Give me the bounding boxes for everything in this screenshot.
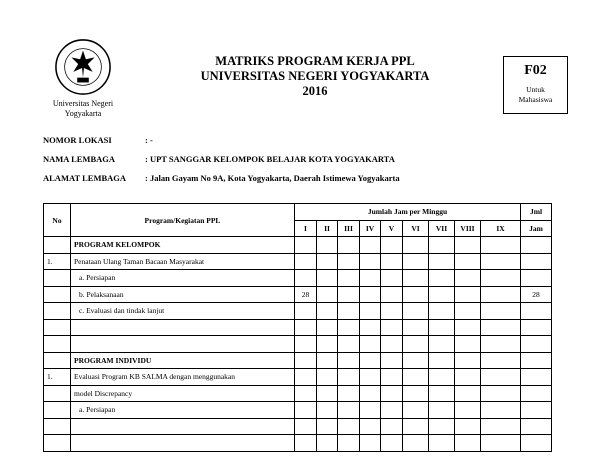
table-row [44,237,552,254]
total-hours-cell [521,435,552,452]
table-body [44,237,552,452]
week-hours-cell [481,270,521,287]
total-hours-cell [521,270,552,287]
week-hours-cell [455,418,481,435]
week-hours-cell [381,253,403,270]
table-row [44,253,552,270]
week-hours-cell [338,369,360,386]
week-hours-cell [381,369,403,386]
week-hours-cell [403,253,429,270]
week-hours-cell [381,418,403,435]
week-hours-cell [338,336,360,353]
week-hours-cell [338,352,360,369]
week-hours-cell [381,385,403,402]
week-hours-cell [381,352,403,369]
week-hours-cell [295,253,317,270]
week-hours-cell [295,402,317,419]
info-location [43,135,153,145]
row-number [44,270,71,287]
week-hours-cell [429,352,455,369]
week-hours-cell [429,435,455,452]
week-hours-cell [338,237,360,254]
row-activity [71,435,295,452]
week-hours-cell [403,303,429,320]
week-hours-cell [360,385,381,402]
table-row [44,402,552,419]
header-total: Jml [521,204,552,221]
week-hours-cell [360,336,381,353]
week-hours-cell [317,286,338,303]
total-hours-cell [521,402,552,419]
total-hours-cell [521,418,552,435]
row-number [44,402,71,419]
info-label: ALAMAT LEMBAGA [43,173,127,183]
header-weeks: Jumlah Jam per Minggu [295,204,521,221]
table-header-row [44,204,552,221]
week-hours-cell [403,418,429,435]
week-hours-cell [455,352,481,369]
row-number [44,385,71,402]
week-hours-cell [381,319,403,336]
week-hours-cell [455,303,481,320]
week-hours-cell [360,319,381,336]
week-hours-cell [455,435,481,452]
week-hours-cell [360,286,381,303]
week-hours-cell [403,352,429,369]
week-hours-cell [317,435,338,452]
week-hours-cell [295,369,317,386]
week-hours-cell [317,319,338,336]
week-hours-cell [295,352,317,369]
week-hours-cell [360,303,381,320]
week-hours-cell [481,303,521,320]
week-hours-cell [429,303,455,320]
week-hours-cell [360,369,381,386]
week-hours-cell [481,253,521,270]
week-hours-cell [381,237,403,254]
week-hours-cell [338,418,360,435]
week-hours-cell [429,369,455,386]
form-audience: Untuk Mahasiswa [518,85,553,104]
header-week: IV [360,220,381,237]
row-activity: PROGRAM KELOMPOK [71,237,295,254]
row-number [44,435,71,452]
week-hours-cell [429,286,455,303]
header-week: VIII [455,220,481,237]
row-number [44,237,71,254]
header-week: IX [481,220,521,237]
week-hours-cell [317,369,338,386]
row-activity: a. Persiapan [71,402,295,419]
title-year: 2016 [302,84,328,98]
week-hours-cell [429,270,455,287]
week-hours-cell [455,319,481,336]
week-hours-cell [429,253,455,270]
table-row [44,303,552,320]
info-institution [43,154,395,164]
info-value: : UPT SANGGAR KELOMPOK BELAJAR KOTA YOGYAKARTA [145,154,395,164]
form-code: F02 [524,63,547,78]
week-hours-cell [360,253,381,270]
week-hours-cell [429,418,455,435]
week-hours-cell [317,352,338,369]
week-hours-cell [360,402,381,419]
week-hours-cell [481,336,521,353]
row-number [44,336,71,353]
document-title [150,54,480,99]
week-hours-cell [455,270,481,287]
week-hours-cell [481,402,521,419]
week-hours-cell [381,303,403,320]
week-hours-cell [295,385,317,402]
week-hours-cell [317,303,338,320]
week-hours-cell [317,402,338,419]
week-hours-cell [455,286,481,303]
table-row [44,418,552,435]
week-hours-cell [295,303,317,320]
header-total-jam: Jam [521,220,552,237]
total-hours-cell [521,352,552,369]
week-hours-cell [481,237,521,254]
week-hours-cell [317,253,338,270]
row-number [44,286,71,303]
row-activity: PROGRAM INDIVIDU [71,352,295,369]
week-hours-cell [338,319,360,336]
week-hours-cell [317,385,338,402]
row-number [44,303,71,320]
week-hours-cell [481,352,521,369]
row-activity: a. Persiapan [71,270,295,287]
week-hours-cell [429,336,455,353]
week-hours-cell [403,369,429,386]
week-hours-cell [429,319,455,336]
total-hours-cell: 28 [521,286,552,303]
week-hours-cell [455,402,481,419]
row-activity: c. Evaluasi dan tindak lanjut [71,303,295,320]
form-code-box [503,56,568,114]
row-activity: Evaluasi Program KB SALMA dengan menggunakan [71,369,295,386]
week-hours-cell [455,237,481,254]
table-row [44,385,552,402]
week-hours-cell [338,435,360,452]
week-hours-cell [403,435,429,452]
university-logo [38,38,128,119]
header-week: VI [403,220,429,237]
row-activity: model Discrepancy [71,385,295,402]
week-hours-cell [338,303,360,320]
header-week: I [295,220,317,237]
info-value: : Jalan Gayam No 9A, Kota Yogyakarta, Daerah Istimewa Yogyakarta [145,173,400,183]
row-activity: Penataan Ulang Taman Bacaan Masyarakat [71,253,295,270]
header-week: III [338,220,360,237]
week-hours-cell [403,270,429,287]
row-number: 1. [44,253,71,270]
week-hours-cell [338,402,360,419]
row-number: 1. [44,369,71,386]
header-no: No [44,204,71,237]
week-hours-cell [481,319,521,336]
table-row [44,319,552,336]
week-hours-cell [381,336,403,353]
week-hours-cell [429,385,455,402]
week-hours-cell [295,336,317,353]
week-hours-cell [403,385,429,402]
week-hours-cell [429,402,455,419]
title-line-1: MATRIKS PROGRAM KERJA PPL [215,54,415,68]
week-hours-cell [317,336,338,353]
week-hours-cell: 28 [295,286,317,303]
row-number [44,352,71,369]
week-hours-cell [338,253,360,270]
week-hours-cell [295,418,317,435]
week-hours-cell [295,319,317,336]
total-hours-cell [521,369,552,386]
row-activity [71,336,295,353]
row-activity: b. Pelaksanaan [71,286,295,303]
week-hours-cell [403,319,429,336]
table-row [44,369,552,386]
logo-caption: Universitas Negeri Yogyakarta [52,99,114,118]
week-hours-cell [481,286,521,303]
total-hours-cell [521,385,552,402]
table-row [44,270,552,287]
header-program: Program/Kegiatan PPL [71,204,295,237]
week-hours-cell [403,237,429,254]
uny-seal-icon [54,38,112,96]
info-address [43,173,400,183]
week-hours-cell [360,270,381,287]
week-hours-cell [403,402,429,419]
week-hours-cell [481,369,521,386]
week-hours-cell [338,270,360,287]
row-number [44,319,71,336]
week-hours-cell [360,352,381,369]
week-hours-cell [381,435,403,452]
week-hours-cell [317,270,338,287]
row-activity [71,319,295,336]
week-hours-cell [338,385,360,402]
total-hours-cell [521,319,552,336]
header-week: VII [429,220,455,237]
week-hours-cell [403,336,429,353]
table-row [44,352,552,369]
week-hours-cell [381,286,403,303]
header-week: V [381,220,403,237]
row-activity [71,418,295,435]
week-hours-cell [360,435,381,452]
week-hours-cell [317,418,338,435]
total-hours-cell [521,336,552,353]
week-hours-cell [429,237,455,254]
week-hours-cell [455,336,481,353]
week-hours-cell [338,286,360,303]
table-row [44,336,552,353]
week-hours-cell [360,418,381,435]
info-label: NOMOR LOKASI [43,135,112,145]
week-hours-cell [455,253,481,270]
total-hours-cell [521,303,552,320]
week-hours-cell [381,402,403,419]
row-number [44,418,71,435]
info-label: NAMA LEMBAGA [43,154,116,164]
program-matrix-table [43,203,552,452]
week-hours-cell [381,270,403,287]
week-hours-cell [295,237,317,254]
header-week: II [317,220,338,237]
week-hours-cell [295,435,317,452]
week-hours-cell [403,286,429,303]
week-hours-cell [295,270,317,287]
total-hours-cell [521,237,552,254]
week-hours-cell [481,385,521,402]
table-row [44,435,552,452]
week-hours-cell [360,237,381,254]
info-value: : - [145,135,153,145]
table-row [44,286,552,303]
total-hours-cell [521,253,552,270]
week-hours-cell [455,385,481,402]
week-hours-cell [481,418,521,435]
week-hours-cell [481,435,521,452]
week-hours-cell [455,369,481,386]
title-line-2: UNIVERSITAS NEGERI YOGYAKARTA [200,69,430,83]
week-hours-cell [317,237,338,254]
